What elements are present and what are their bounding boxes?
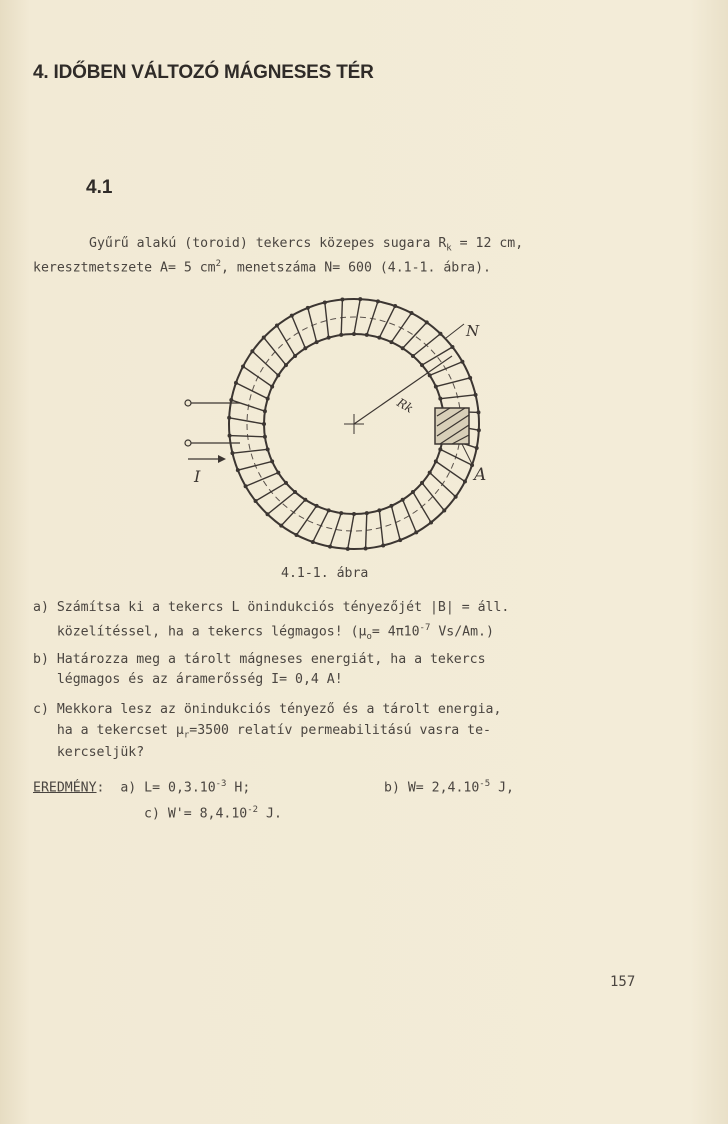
winding-turn	[243, 366, 272, 386]
winding-dot	[293, 490, 297, 494]
winding-dot	[315, 504, 319, 508]
toroid-figure	[170, 296, 500, 556]
task-b-line-1: b) Határozza meg a tárolt mágneses energiát, ha a tekercs	[33, 652, 486, 667]
winding-dot	[454, 495, 458, 499]
winding-dot	[460, 360, 464, 364]
winding-dot	[393, 304, 397, 308]
winding-dot	[315, 340, 319, 344]
winding-dot	[270, 459, 274, 463]
winding-turn	[422, 483, 444, 511]
winding-dot	[266, 447, 270, 451]
winding-dot	[279, 524, 283, 528]
winding-dot	[434, 385, 438, 389]
winding-turn	[252, 351, 278, 375]
winding-dot	[303, 498, 307, 502]
winding-dot	[420, 363, 424, 367]
winding-dot	[420, 481, 424, 485]
winding-turn	[313, 510, 329, 542]
winding-dot	[438, 397, 442, 401]
winding-turn	[367, 301, 378, 335]
winding-dot	[262, 336, 266, 340]
winding-dot	[323, 300, 327, 304]
winding-turn	[436, 461, 465, 481]
winding-dot	[401, 498, 405, 502]
winding-turn	[341, 300, 342, 335]
task-b-line-2: légmagos és az áramerősség I= 0,4 A!	[33, 672, 343, 687]
label-i: I	[194, 467, 201, 486]
winding-dot	[428, 471, 432, 475]
winding-turn	[277, 326, 295, 356]
winding-dot	[284, 363, 288, 367]
winding-turn	[281, 500, 305, 526]
winding-dot	[365, 511, 369, 515]
winding-dot	[434, 459, 438, 463]
winding-dot	[340, 298, 344, 302]
winding-dot	[475, 446, 479, 450]
winding-turn	[403, 500, 417, 533]
winding-turn	[430, 473, 456, 497]
winding-dot	[389, 504, 393, 508]
task-a-line-1: a) Számítsa ki a tekercs L önindukciós tényezőjét |B| = áll.	[33, 600, 510, 615]
winding-turn	[436, 378, 470, 387]
winding-dot	[229, 398, 233, 402]
winding-dot	[250, 349, 254, 353]
winding-dot	[293, 354, 297, 358]
winding-dot	[262, 422, 266, 426]
page-number: 157	[610, 974, 636, 990]
task-c-line-2: ha a tekercset $\mu_r=3500$ relatív permeabilitású vasra te-	[33, 723, 491, 741]
result-label: EREDMÉNY	[33, 780, 97, 796]
winding-turn	[292, 316, 306, 349]
winding-turn	[403, 322, 427, 348]
winding-turn	[422, 347, 452, 365]
winding-dot	[428, 373, 432, 377]
winding-dot	[327, 336, 331, 340]
result-b: b) $W= 2,4.10^{-5}$ J,	[384, 779, 514, 796]
winding-dot	[398, 538, 402, 542]
toroid-coil-drawing	[185, 297, 481, 551]
task-c-line-3: kercseljük?	[33, 745, 145, 760]
winding-dot	[450, 345, 454, 349]
winding-dot	[389, 340, 393, 344]
winding-dot	[346, 547, 350, 551]
task-c-line-1: c) Mekkora lesz az önindukciós tényező és a tárolt energia,	[33, 702, 502, 717]
winding-dot	[303, 346, 307, 350]
winding-dot	[476, 410, 480, 414]
winding-dot	[463, 480, 467, 484]
winding-turn	[229, 418, 264, 424]
winding-dot	[236, 468, 240, 472]
winding-turn	[391, 313, 411, 342]
winding-dot	[438, 447, 442, 451]
result-line-1: EREDMÉNY: a) $L= 0,3.10^{-3}$ H;	[33, 779, 251, 796]
winding-dot	[230, 451, 234, 455]
winding-dot	[352, 512, 356, 516]
winding-turn	[379, 306, 395, 338]
winding-dot	[438, 332, 442, 336]
winding-dot	[241, 364, 245, 368]
winding-dot	[358, 297, 362, 301]
winding-dot	[339, 333, 343, 337]
winding-dot	[364, 546, 368, 550]
winding-turn	[325, 302, 329, 337]
intro-line-1: Gyűrű alakú (toroid) tekercs közepes sugara $R_k = 12$ cm,	[89, 236, 524, 254]
winding-dot	[377, 336, 381, 340]
winding-dot	[411, 354, 415, 358]
intro-line-2: keresztmetszete A= 5 $cm^2$, menetszáma N= 600 (4.1-1. ábra).	[33, 259, 491, 276]
winding-dot	[276, 373, 280, 377]
winding-dot	[276, 471, 280, 475]
winding-dot	[266, 512, 270, 516]
winding-dot	[228, 434, 232, 438]
winding-turn	[391, 506, 400, 540]
winding-turn	[366, 513, 367, 548]
winding-dot	[365, 333, 369, 337]
winding-dot	[270, 385, 274, 389]
winding-dot	[290, 314, 294, 318]
winding-dot	[306, 306, 310, 310]
chapter-title: 4. IDŐBEN VÁLTOZÓ MÁGNESES TÉR	[33, 62, 374, 83]
label-rk: Rk	[394, 395, 416, 416]
label-a: A	[474, 465, 487, 485]
winding-dot	[425, 320, 429, 324]
winding-dot	[327, 508, 331, 512]
winding-dot	[263, 435, 267, 439]
result-c: c) $W'= 8,4.10^{-2}$ J.	[144, 805, 282, 822]
winding-turn	[348, 514, 354, 549]
winding-dot	[311, 540, 315, 544]
winding-dot	[352, 332, 356, 336]
winding-dot	[254, 499, 258, 503]
winding-dot	[227, 416, 231, 420]
winding-turn	[308, 308, 317, 342]
winding-dot	[411, 490, 415, 494]
winding-turn	[256, 483, 286, 501]
winding-turn	[230, 436, 265, 437]
winding-turn	[238, 461, 272, 470]
winding-turn	[413, 492, 431, 522]
winding-dot	[410, 311, 414, 315]
winding-dot	[275, 324, 279, 328]
section-number: 4.1	[86, 177, 113, 198]
winding-dot	[414, 530, 418, 534]
winding-turn	[440, 449, 472, 465]
winding-dot	[294, 533, 298, 537]
label-n: N	[466, 322, 480, 340]
winding-dot	[266, 397, 270, 401]
winding-dot	[429, 520, 433, 524]
winding-dot	[263, 409, 267, 413]
winding-dot	[477, 428, 481, 432]
winding-dot	[377, 508, 381, 512]
winding-dot	[328, 545, 332, 549]
figure-caption: 4.1-1. ábra	[281, 566, 369, 581]
winding-dot	[468, 376, 472, 380]
winding-dot	[474, 393, 478, 397]
winding-turn	[236, 383, 268, 399]
task-a-line-2: közelítéssel, ha a tekercs légmagos! ($\mu_o= 4\pi 10^{-7}$ Vs/Am.)	[33, 623, 494, 643]
winding-dot	[401, 346, 405, 350]
winding-turn	[232, 449, 267, 453]
winding-dot	[339, 511, 343, 515]
winding-dot	[234, 381, 238, 385]
winding-dot	[284, 481, 288, 485]
winding-turn	[296, 506, 316, 535]
winding-dot	[442, 508, 446, 512]
winding-turn	[246, 473, 279, 487]
winding-dot	[244, 484, 248, 488]
winding-dot	[381, 544, 385, 548]
winding-dot	[376, 299, 380, 303]
